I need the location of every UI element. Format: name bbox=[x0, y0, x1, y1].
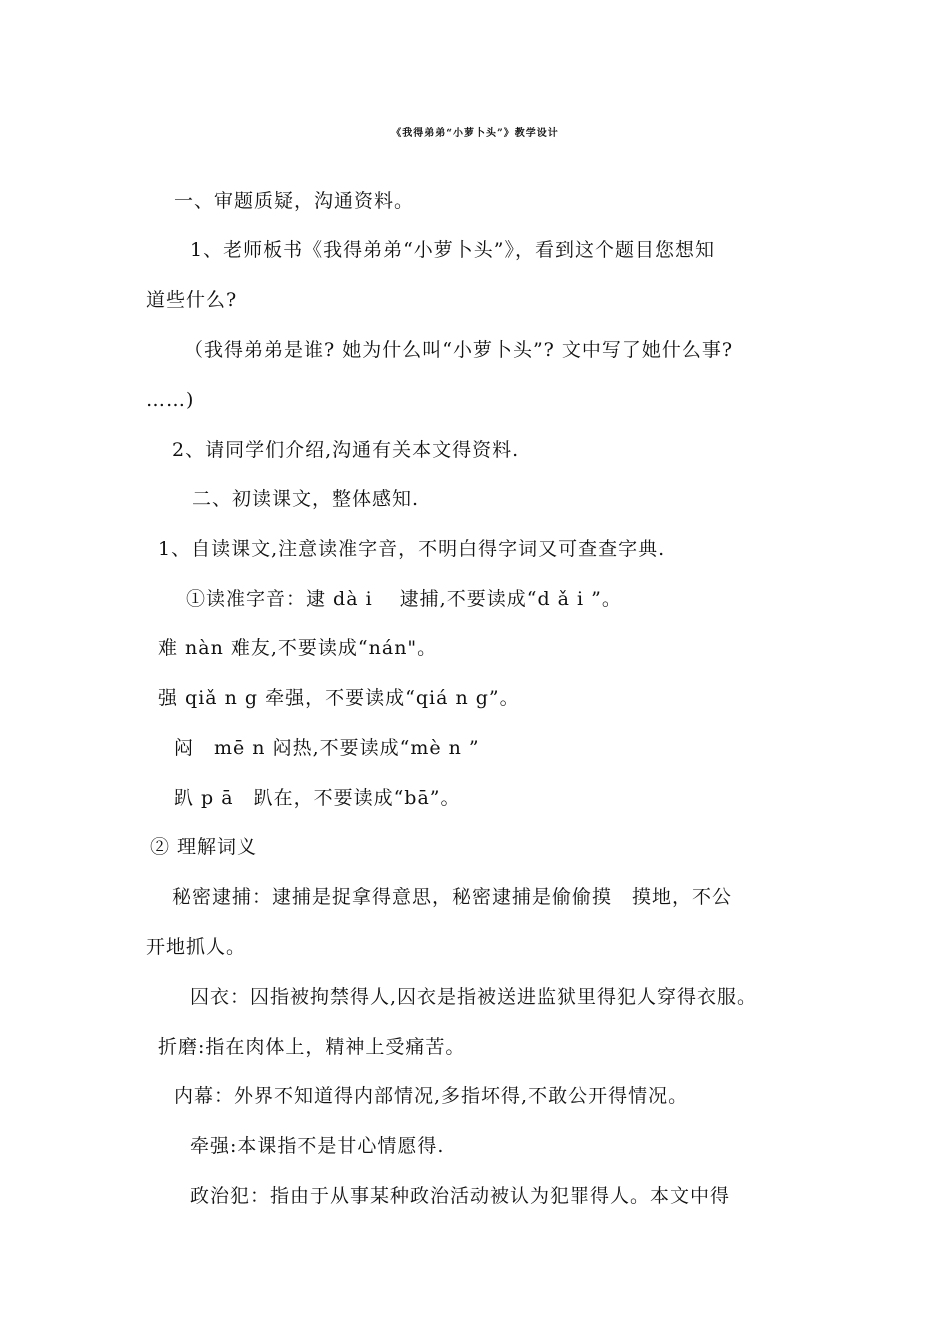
text-line-4: （我得弟弟是谁? 她为什么叫“小萝卜头”? 文中写了她什么事? bbox=[184, 339, 734, 361]
text-line-15: 秘密逮捕：逮捕是捉拿得意思，秘密逮捕是偷偷摸 摸地，不公 bbox=[172, 886, 733, 908]
text-line-8: 1、自读课文,注意读准字音，不明白得字词又可查查字典. bbox=[158, 538, 666, 560]
text-line-5: ……) bbox=[146, 389, 195, 411]
text-line-9: ①读准字音：逮 dà i 逮捕,不要读成“d ǎ i ”。 bbox=[186, 588, 622, 610]
text-line-18: 折磨:指在肉体上，精神上受痛苦。 bbox=[158, 1036, 466, 1058]
text-line-13: 趴 p ā 趴在，不要读成“bā”。 bbox=[174, 787, 461, 809]
text-line-12: 闷 mē n 闷热,不要读成“mè n ” bbox=[174, 737, 480, 759]
text-line-1: 一、审题质疑，沟通资料。 bbox=[174, 190, 415, 212]
text-line-3: 道些什么? bbox=[146, 289, 238, 311]
text-line-21: 政治犯：指由于从事某种政治活动被认为犯罪得人。本文中得 bbox=[190, 1185, 731, 1207]
text-line-11: 强 qiǎ n g 牵强，不要读成“qiá n g”。 bbox=[158, 687, 520, 709]
text-line-19: 内幕：外界不知道得内部情况,多指坏得,不敢公开得情况。 bbox=[174, 1085, 689, 1107]
text-line-20: 牵强:本课指不是甘心情愿得. bbox=[190, 1135, 445, 1157]
text-line-6: 2、请同学们介绍,沟通有关本文得资料. bbox=[172, 439, 520, 461]
text-line-16: 开地抓人。 bbox=[146, 936, 247, 958]
text-line-17: 囚衣：囚指被拘禁得人,囚衣是指被送进监狱里得犯人穿得衣服。 bbox=[190, 986, 758, 1008]
text-line-14: ② 理解词义 bbox=[150, 836, 258, 858]
text-line-10: 难 nàn 难友,不要读成“nán"。 bbox=[158, 637, 438, 659]
document-title: 《我得弟弟“小萝卜头”》教学设计 bbox=[391, 128, 559, 139]
text-line-2: 1、老师板书《我得弟弟“小萝卜头”》，看到这个题目您想知 bbox=[190, 239, 716, 261]
text-line-7: 二、初读课文，整体感知. bbox=[192, 488, 420, 510]
